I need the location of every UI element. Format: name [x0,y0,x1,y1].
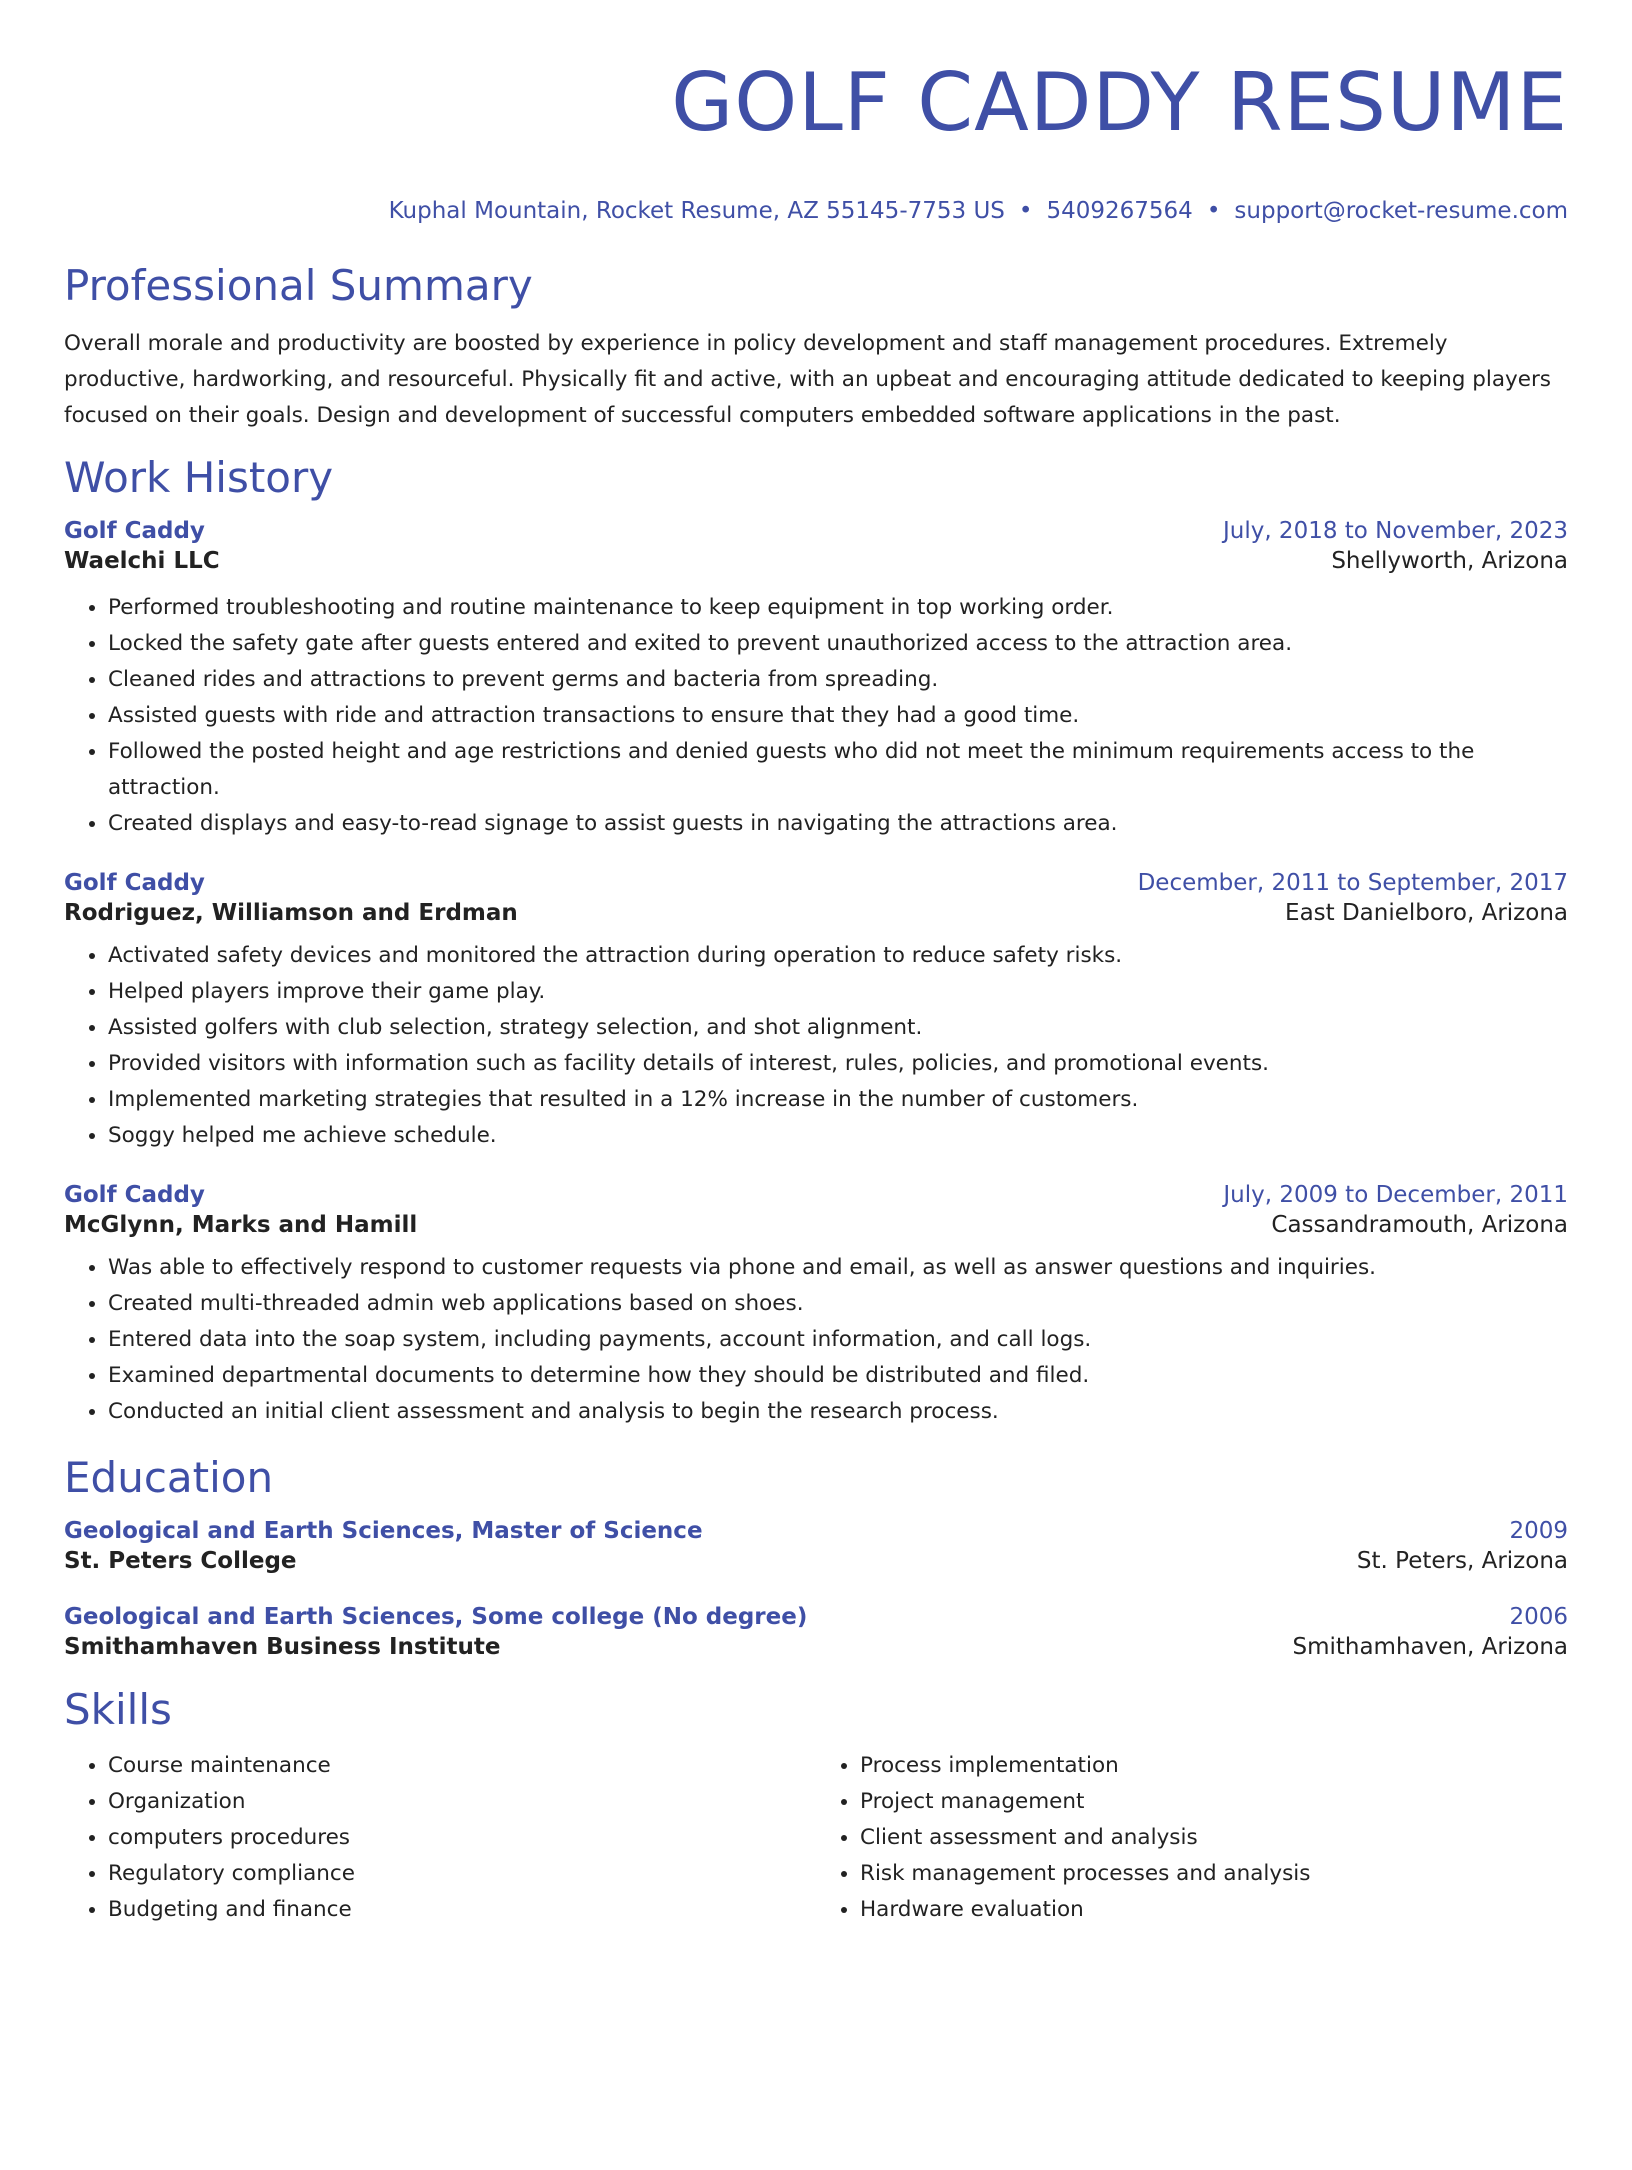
list-item: • Examined departmental documents to determine how they should be distributed and filed. [108,1358,1568,1394]
list-item: • Provided visitors with information such as facility details of interest, rules, policies, and promotional events. [108,1046,1568,1082]
job-company-row [64,1212,1568,1238]
list-item: • Locked the safety gate after guests entered and exited to prevent unauthorized access to the attraction area. [108,626,1568,662]
education-location: St. Peters, Arizona [1356,1548,1568,1574]
job-bullets [64,1250,1568,1430]
job-dates: December, 2011 to September, 2017 [1137,870,1568,896]
contact-separator: • [1018,198,1033,224]
list-item: • Project management [860,1784,1568,1820]
job-dates: July, 2018 to November, 2023 [1222,518,1568,544]
list-item: • Course maintenance [108,1748,816,1784]
contact-address: Kuphal Mountain, Rocket Resume, AZ 55145-7753 US [388,198,1005,224]
list-item: • Client assessment and analysis [860,1820,1568,1856]
job-company: Rodriguez, Williamson and Erdman [64,900,518,926]
job-bullets [64,938,1568,1154]
education-degree: Geological and Earth Sciences, Master of Science [64,1518,703,1544]
work-history-heading: Work History [64,453,334,502]
job-title-row [64,1182,1568,1208]
list-item: • Assisted golfers with club selection, strategy selection, and shot alignment. [108,1010,1568,1046]
list-item: • Conducted an initial client assessment and analysis to begin the research process. [108,1394,1568,1430]
job-location: Shellyworth, Arizona [1331,548,1568,574]
education-year: 2009 [1509,1518,1568,1544]
job-company: Waelchi LLC [64,548,220,574]
skills-heading: Skills [64,1685,172,1734]
list-item: • Soggy helped me achieve schedule. [108,1118,1568,1154]
education-school: St. Peters College [64,1548,297,1574]
skills-list [64,1748,1568,1928]
list-item: • Implemented marketing strategies that resulted in a 12% increase in the number of customers. [108,1082,1568,1118]
summary-heading: Professional Summary [64,261,533,310]
summary-text: Overall morale and productivity are boosted by experience in policy development and staff management procedures. Extremely productive, hardworking, and resourceful. Physically fit and active, with an upbeat and encouraging attitude dedicated to keeping players focused on their goals. Design and development of successful computers embedded software applications in the past. [64,331,1551,428]
contact-phone: 5409267564 [1046,198,1193,224]
contact-email[interactable]: support@rocket-resume.com [1234,198,1568,224]
contact-line [64,196,1568,226]
job-company: McGlynn, Marks and Hamill [64,1212,418,1238]
skills-column-left [64,1748,816,1928]
list-item: • Activated safety devices and monitored the attraction during operation to reduce safety risks. [108,938,1568,974]
education-heading: Education [64,1453,274,1502]
list-item: • Risk management processes and analysis [860,1856,1568,1892]
job-title: Golf Caddy [64,870,205,896]
list-item: • Regulatory compliance [108,1856,816,1892]
education-school: Smithamhaven Business Institute [64,1634,501,1660]
education-entry [64,1518,1568,1574]
skills-column-right [816,1748,1568,1928]
list-item: • Process implementation [860,1748,1568,1784]
list-item: • computers procedures [108,1820,816,1856]
list-item: • Performed troubleshooting and routine maintenance to keep equipment in top working order. [108,590,1568,626]
job-location: East Danielboro, Arizona [1285,900,1568,926]
education-location: Smithamhaven, Arizona [1292,1634,1568,1660]
education-degree-row [64,1604,1568,1630]
resume-title: GOLF CADDY RESUME [671,56,1568,149]
job-title: Golf Caddy [64,1182,205,1208]
job-company-row [64,900,1568,926]
job-company-row [64,548,1568,574]
list-item: • Cleaned rides and attractions to prevent germs and bacteria from spreading. [108,662,1568,698]
education-school-row [64,1548,1568,1574]
list-item: • Entered data into the soap system, including payments, account information, and call logs. [108,1322,1568,1358]
list-item: • Organization [108,1784,816,1820]
job-title-row [64,518,1568,544]
job-entry [64,1182,1568,1430]
job-bullets [64,590,1568,842]
list-item: • Assisted guests with ride and attraction transactions to ensure that they had a good time. [108,698,1568,734]
job-dates: July, 2009 to December, 2011 [1223,1182,1568,1208]
education-entry [64,1604,1568,1660]
list-item: • Hardware evaluation [860,1892,1568,1928]
education-degree-row [64,1518,1568,1544]
resume-page [0,58,1632,2170]
list-item: • Created multi-threaded admin web applications based on shoes. [108,1286,1568,1322]
education-degree: Geological and Earth Sciences, Some college (No degree) [64,1604,808,1630]
list-item: • Helped players improve their game play. [108,974,1568,1010]
job-title: Golf Caddy [64,518,205,544]
list-item: • Was able to effectively respond to customer requests via phone and email, as well as answer questions and inquiries. [108,1250,1568,1286]
job-entry [64,518,1568,842]
list-item: • Followed the posted height and age restrictions and denied guests who did not meet the minimum requirements access to the attraction. [108,734,1568,806]
education-school-row [64,1634,1568,1660]
contact-separator: • [1206,198,1221,224]
education-year: 2006 [1509,1604,1568,1630]
list-item: • Budgeting and finance [108,1892,816,1928]
job-entry [64,870,1568,1154]
list-item: • Created displays and easy-to-read signage to assist guests in navigating the attractions area. [108,806,1568,842]
job-title-row [64,870,1568,896]
job-location: Cassandramouth, Arizona [1271,1212,1568,1238]
